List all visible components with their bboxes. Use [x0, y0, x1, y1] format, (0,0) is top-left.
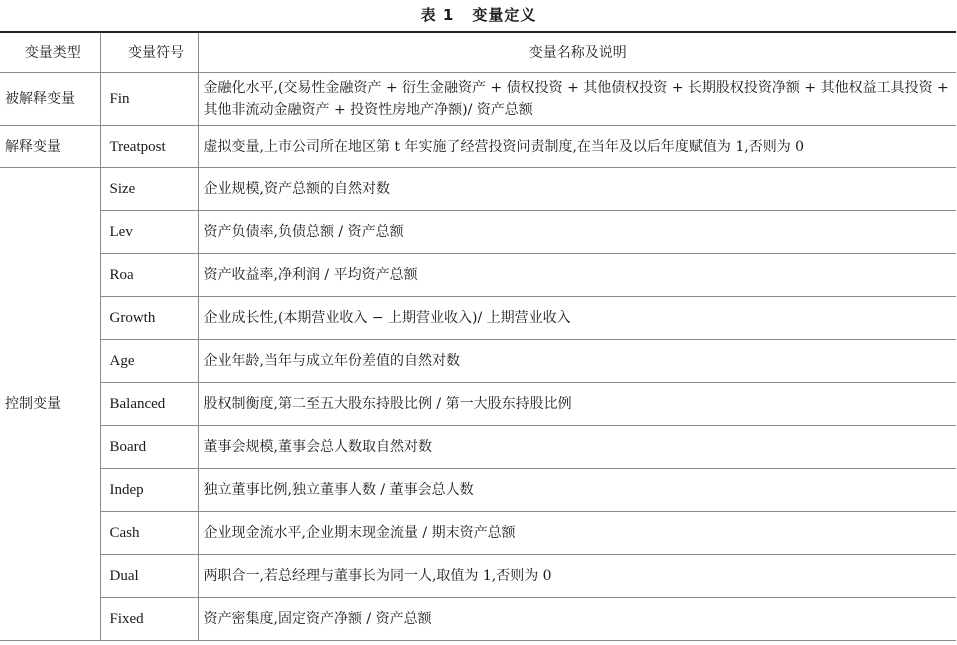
- variable-symbol-cell: Treatpost: [100, 126, 198, 168]
- table-row: [0, 598, 956, 641]
- variable-symbol-cell: Size: [100, 168, 198, 211]
- table-row: [0, 73, 956, 126]
- header-variable-symbol: 变量符号: [100, 32, 198, 73]
- table-row: [0, 426, 956, 469]
- table-row: [0, 512, 956, 555]
- variable-symbol-cell: Growth: [100, 297, 198, 340]
- table-row: [0, 340, 956, 383]
- variable-description-cell: 企业成长性,(本期营业收入 − 上期营业收入)/ 上期营业收入: [198, 297, 956, 340]
- variable-description-cell: 企业现金流水平,企业期末现金流量 / 期末资产总额: [198, 512, 956, 555]
- variable-description-cell: 金融化水平,(交易性金融资产 + 衍生金融资产 + 债权投资 + 其他债权投资 + 长期股权投资净额 + 其他权益工具投资 + 其他非流动金融资产 + 投资性房地产净额)/ 资产总额: [198, 73, 956, 126]
- variable-description-cell: 股权制衡度,第二至五大股东持股比例 / 第一大股东持股比例: [198, 383, 956, 426]
- header-variable-description: 变量名称及说明: [198, 32, 956, 73]
- variable-description-cell: 虚拟变量,上市公司所在地区第 t 年实施了经营投资问责制度,在当年及以后年度赋值为 1,否则为 0: [198, 126, 956, 168]
- variable-symbol-cell: Dual: [100, 555, 198, 598]
- header-row: [0, 32, 956, 73]
- variable-definition-table: [0, 31, 956, 641]
- variable-description-cell: 资产负债率,负债总额 / 资产总额: [198, 211, 956, 254]
- variable-symbol-cell: Cash: [100, 512, 198, 555]
- variable-symbol-cell: Board: [100, 426, 198, 469]
- table-row: [0, 297, 956, 340]
- variable-description-cell: 资产收益率,净利润 / 平均资产总额: [198, 254, 956, 297]
- variable-description-cell: 企业年龄,当年与成立年份差值的自然对数: [198, 340, 956, 383]
- variable-description-cell: 独立董事比例,独立董事人数 / 董事会总人数: [198, 469, 956, 512]
- table-number: 表 1: [420, 6, 455, 24]
- table-row: [0, 469, 956, 512]
- variable-symbol-cell: Lev: [100, 211, 198, 254]
- variable-symbol-cell: Age: [100, 340, 198, 383]
- variable-description-cell: 企业规模,资产总额的自然对数: [198, 168, 956, 211]
- variable-symbol-cell: Fin: [100, 73, 198, 126]
- variable-type-cell: 被解释变量: [0, 73, 100, 126]
- table-row: [0, 383, 956, 426]
- table-row: [0, 168, 956, 211]
- variable-symbol-cell: Roa: [100, 254, 198, 297]
- table-row: [0, 126, 956, 168]
- variable-type-cell: 解释变量: [0, 126, 100, 168]
- header-variable-type: 变量类型: [0, 32, 100, 73]
- table-row: [0, 555, 956, 598]
- variable-description-cell: 资产密集度,固定资产净额 / 资产总额: [198, 598, 956, 641]
- table-caption: [0, 4, 957, 25]
- variable-description-cell: 两职合一,若总经理与董事长为同一人,取值为 1,否则为 0: [198, 555, 956, 598]
- control-variable-type-cell: 控制变量: [0, 168, 100, 641]
- table-row: [0, 254, 956, 297]
- table-row: [0, 211, 956, 254]
- variable-symbol-cell: Balanced: [100, 383, 198, 426]
- variable-description-cell: 董事会规模,董事会总人数取自然对数: [198, 426, 956, 469]
- variable-symbol-cell: Fixed: [100, 598, 198, 641]
- variable-symbol-cell: Indep: [100, 469, 198, 512]
- table-title: 变量定义: [472, 6, 537, 24]
